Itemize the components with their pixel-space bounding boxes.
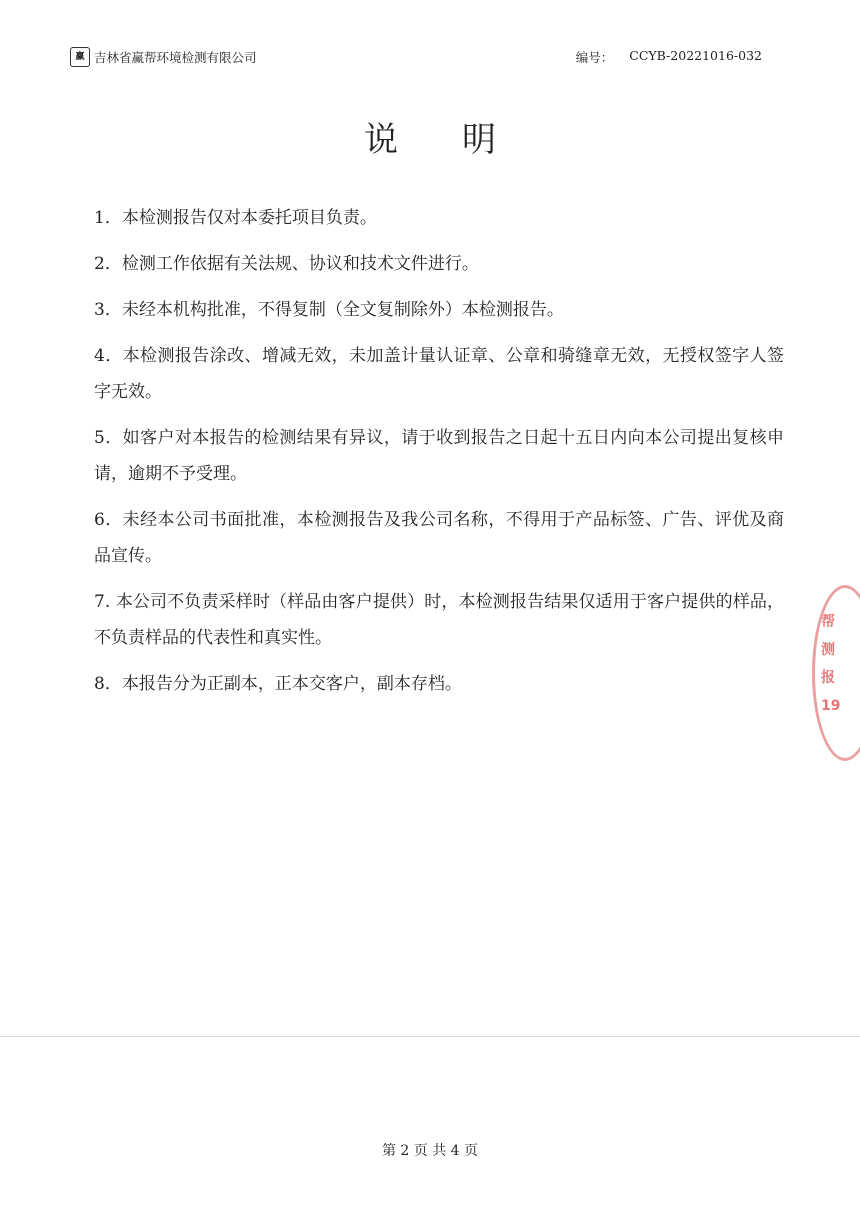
page-number: 第 2 页 共 4 页: [381, 1143, 479, 1159]
footer-divider: [0, 1036, 860, 1037]
title-char-2: 明: [462, 120, 496, 160]
note-item-3: 3．未经本机构批准，不得复制（全文复制除外）本检测报告。: [94, 300, 564, 320]
note-item-5: 5．如客户对本报告的检测结果有异议，请于收到报告之日起十五日内向本公司提出复核申请，逾期不予受理。: [94, 428, 784, 484]
company-name: 吉林省赢帮环境检测有限公司: [94, 50, 257, 65]
note-item-7: 7. 本公司不负责采样时（样品由客户提供）时，本检测报告结果仅适用于客户提供的样品，不负责样品的代表性和真实性。: [94, 592, 784, 648]
seal-text: 帮 测 报 19: [821, 614, 841, 714]
title-char-1: 说: [364, 120, 398, 160]
note-item-1: 1．本检测报告仅对本委托项目负责。: [94, 208, 377, 228]
report-number-label: 编号：: [575, 50, 614, 65]
seam-seal-stamp: [812, 585, 860, 761]
page-header: [70, 44, 762, 70]
note-item-8: 8．本报告分为正副本，正本交客户，副本存档。: [94, 674, 462, 694]
note-item-4: 4．本检测报告涂改、增减无效，未加盖计量认证章、公章和骑缝章无效，无授权签字人签字无效。: [94, 346, 784, 402]
page-title: [0, 112, 860, 161]
report-number: [576, 48, 762, 66]
note-item-6: 6．未经本公司书面批准，本检测报告及我公司名称，不得用于产品标签、广告、评优及商品宣传。: [94, 510, 784, 566]
company-block: [70, 47, 257, 67]
notes-list: [94, 200, 784, 712]
company-logo: 赢: [70, 47, 90, 67]
report-number-value: CCYB-20221016-032: [629, 48, 762, 63]
note-item-2: 2．检测工作依据有关法规、协议和技术文件进行。: [94, 254, 479, 274]
